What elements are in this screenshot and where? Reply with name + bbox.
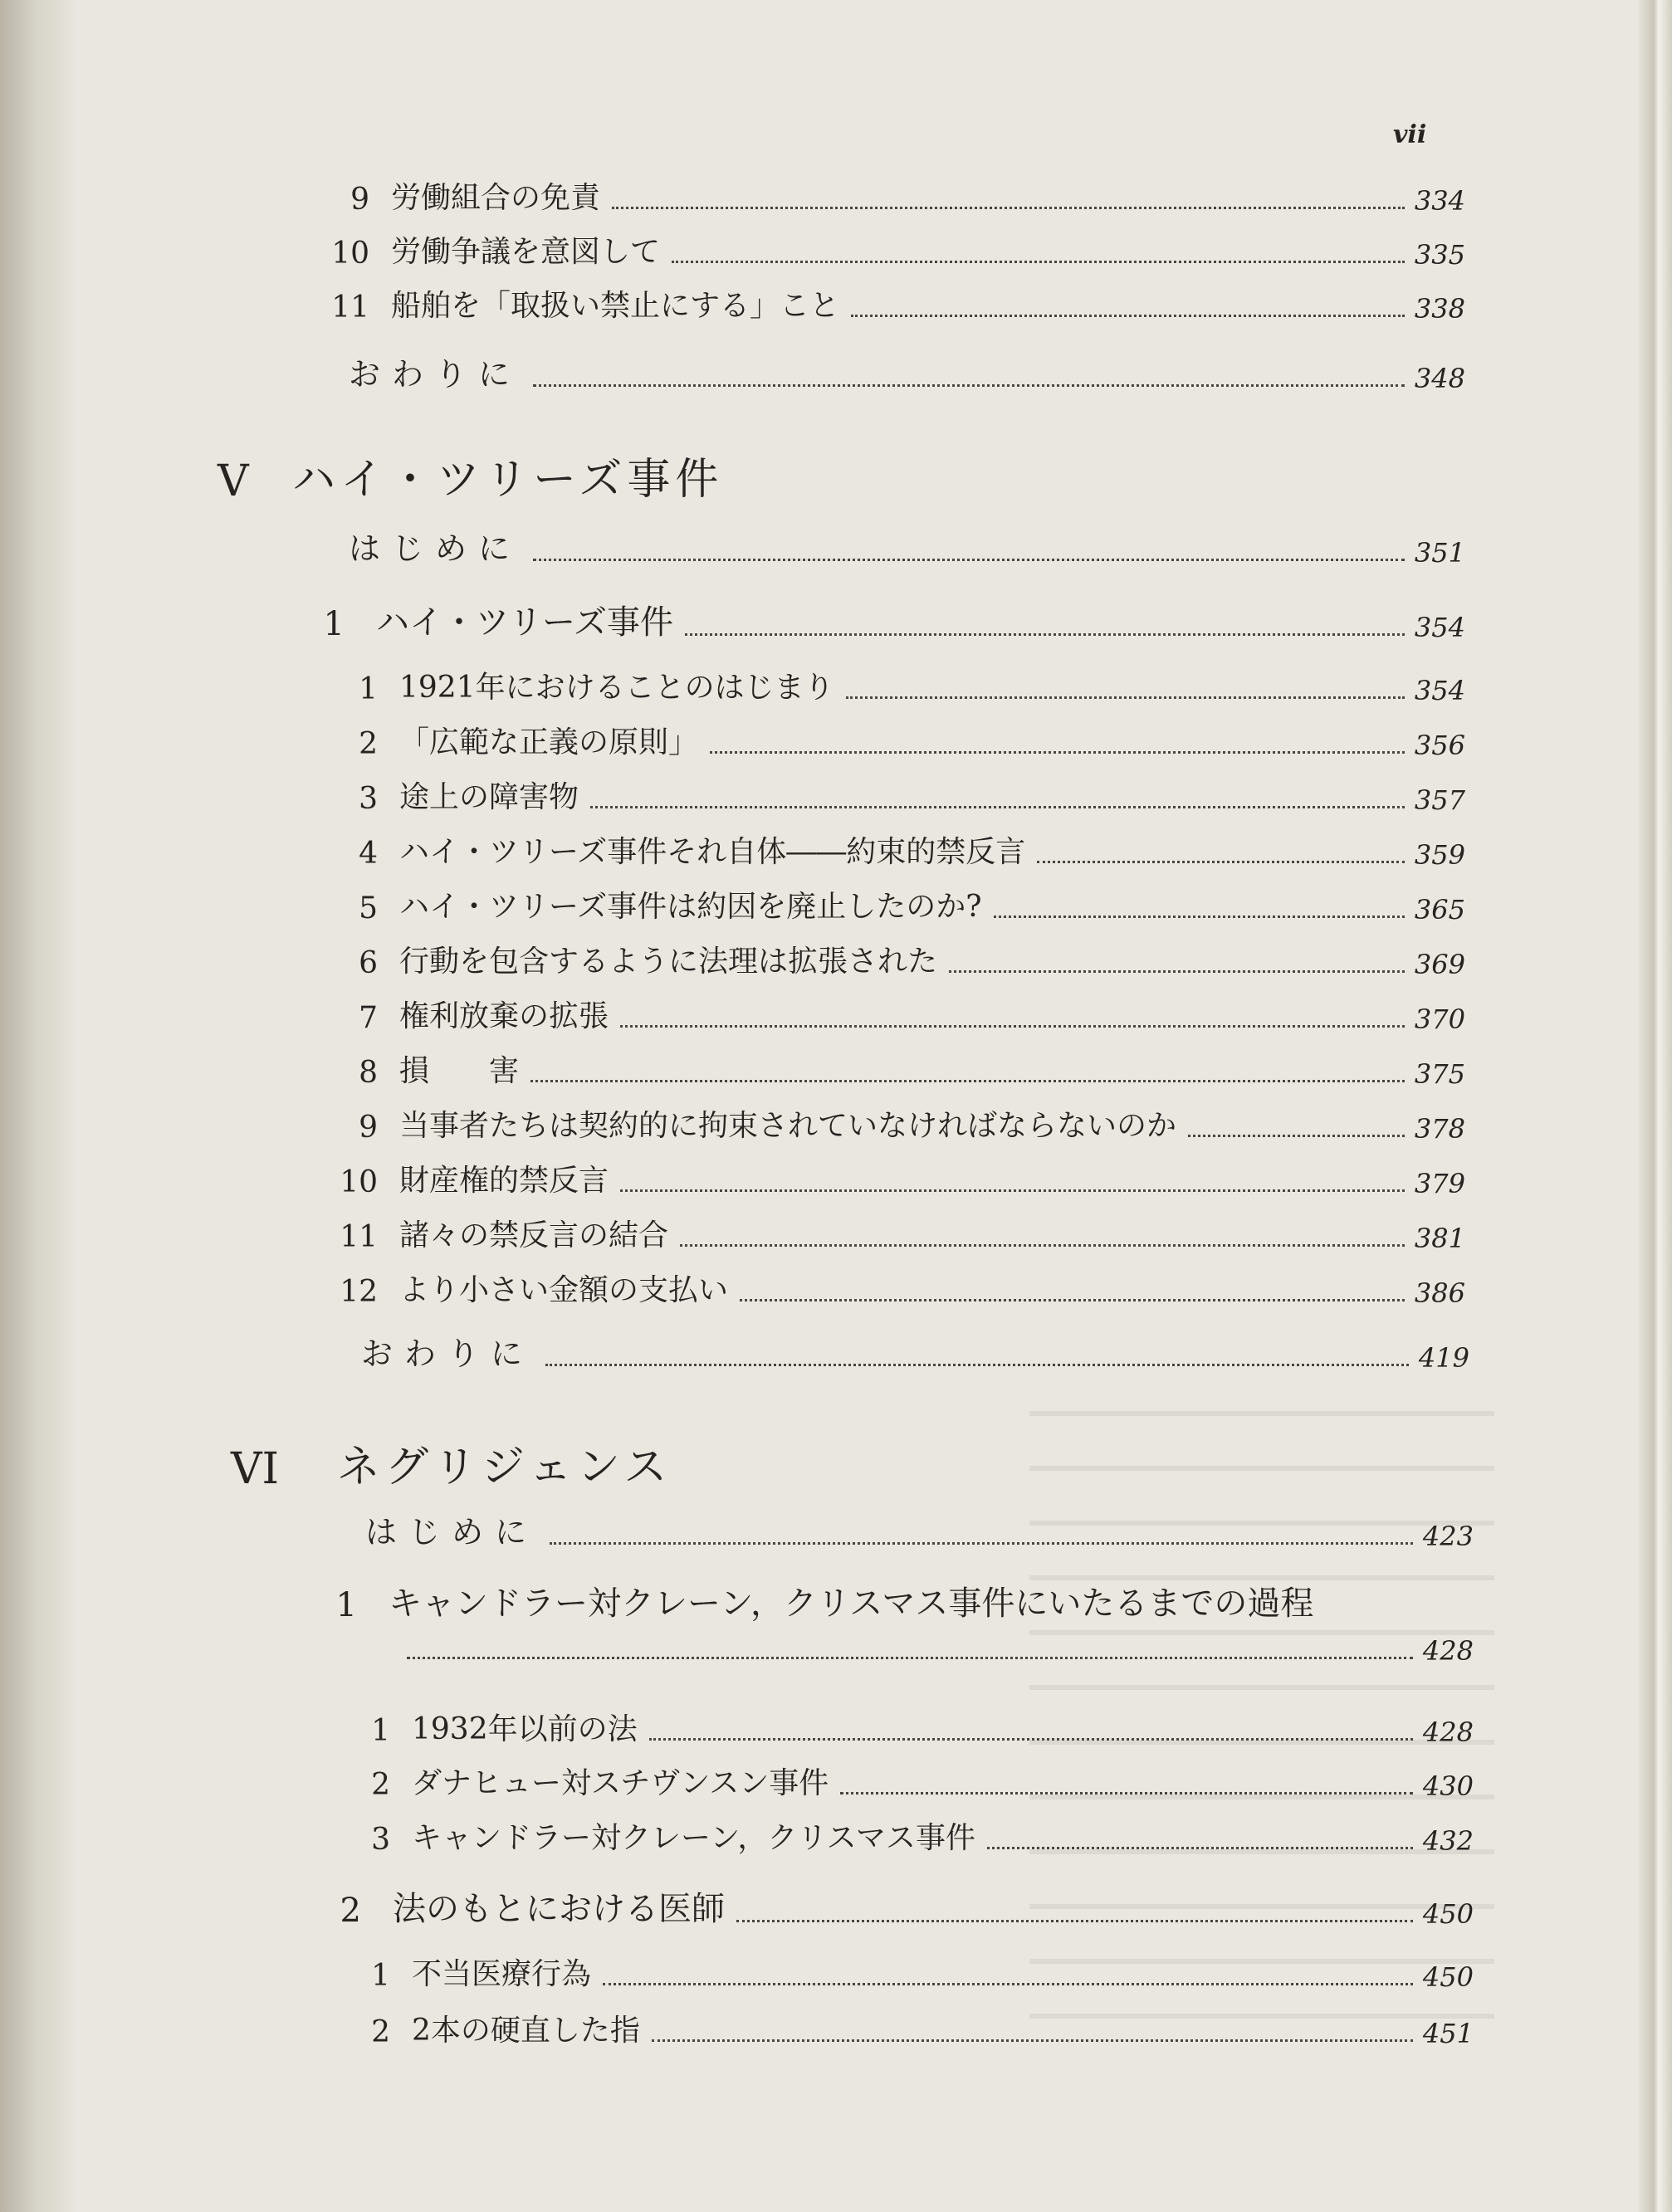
toc-entry[interactable]: [336, 828, 1465, 871]
entry-page: 423: [1422, 1521, 1474, 1552]
entry-title: 「広範な正義の原則」: [399, 725, 699, 759]
dot-leader: [620, 1025, 1405, 1028]
dot-leader: [652, 2039, 1413, 2042]
entry-title: おわりに: [349, 356, 522, 393]
entry-page: 381: [1414, 1223, 1465, 1254]
dot-leader: [672, 261, 1405, 263]
dot-leader: [1037, 861, 1405, 863]
entry-page: 357: [1414, 784, 1465, 816]
entry-number: 9: [350, 183, 369, 217]
entry-number: 3: [359, 782, 378, 816]
entry-title: おわりに: [361, 1336, 535, 1372]
dot-leader: [840, 1792, 1413, 1795]
toc-section[interactable]: [311, 596, 1465, 643]
entry-page: 365: [1414, 894, 1465, 925]
entry-page: 451: [1422, 2018, 1474, 2049]
toc-entry[interactable]: [336, 993, 1465, 1035]
entry-title: 労働争議を意図して: [391, 235, 661, 269]
entry-number: 12: [340, 1275, 378, 1309]
toc-entry[interactable]: [349, 1951, 1474, 1993]
dot-leader: [1188, 1135, 1405, 1137]
dot-leader: [740, 1299, 1405, 1301]
toc-entry[interactable]: [328, 174, 1465, 217]
dot-leader: [620, 1189, 1405, 1192]
entry-title: 諸々の禁反言の結合: [399, 1218, 669, 1252]
toc-entry[interactable]: [336, 883, 1465, 925]
entry-page: 335: [1414, 239, 1465, 271]
chapter-title: ハイ・ツリーズ事件: [292, 455, 724, 505]
section-number: 1: [335, 1586, 357, 1624]
entry-title: ダナヒュー対スチヴンスン事件: [412, 1766, 829, 1800]
toc-entry[interactable]: [336, 664, 1465, 706]
entry-page: 356: [1414, 730, 1465, 761]
entry-number: 10: [331, 237, 369, 271]
dot-leader: [649, 1738, 1413, 1741]
section-title: キャンドラー対クレーン，クリスマス事件にいたるまでの過程: [389, 1585, 1314, 1623]
dot-leader: [851, 315, 1405, 317]
entry-title: キャンドラー対クレーン，クリスマス事件: [412, 1821, 975, 1855]
entry-page: 430: [1422, 1770, 1474, 1802]
entry-page: 428: [1422, 1716, 1474, 1748]
dot-leader: [685, 633, 1405, 636]
entry-title: 1932年以前の法: [412, 1712, 638, 1746]
toc-section[interactable]: [324, 1577, 1474, 1624]
toc-section[interactable]: [328, 1882, 1474, 1930]
entry-title: より小さい金額の支払い: [399, 1273, 729, 1307]
entry-page: 370: [1414, 1003, 1465, 1035]
toc-entry[interactable]: [349, 1814, 1474, 1857]
entry-page: 379: [1414, 1168, 1465, 1199]
entry-title: はじめに: [365, 1514, 539, 1550]
toc-entry-introduction[interactable]: [365, 1506, 1474, 1552]
page-number: vii: [1393, 120, 1427, 149]
entry-page: 375: [1414, 1058, 1465, 1090]
entry-number: 3: [371, 1823, 390, 1857]
chapter-numeral: V: [218, 457, 249, 506]
entry-page: 419: [1418, 1342, 1469, 1374]
dot-leader: [603, 1983, 1413, 1985]
entry-title: ハイ・ツリーズ事件それ自体――約束的禁反言: [399, 835, 1026, 869]
dot-leader: [949, 970, 1405, 973]
section-title: 法のもとにおける医師: [393, 1890, 725, 1928]
toc-entry[interactable]: [328, 282, 1465, 325]
section-number: 2: [340, 1892, 361, 1930]
entry-page: 354: [1414, 612, 1465, 643]
toc-entry[interactable]: [328, 228, 1465, 271]
entry-page: 450: [1422, 1898, 1474, 1930]
toc-entry[interactable]: [349, 1706, 1474, 1748]
toc-entry-introduction[interactable]: [349, 523, 1465, 569]
toc-entry[interactable]: [336, 1047, 1465, 1090]
entry-number: 6: [359, 946, 378, 980]
toc-entry[interactable]: [336, 774, 1465, 816]
toc-entry[interactable]: [349, 2007, 1474, 2049]
section-number: 1: [323, 605, 345, 643]
entry-page: 338: [1414, 293, 1465, 325]
entry-page: 378: [1414, 1113, 1465, 1145]
entry-page: 334: [1414, 185, 1465, 217]
toc-entry-conclusion[interactable]: [349, 349, 1465, 394]
entry-page: 386: [1414, 1277, 1465, 1309]
entry-title: 2本の硬直した指: [412, 2014, 640, 2048]
chapter-numeral: VI: [231, 1444, 280, 1494]
entry-page: 432: [1422, 1825, 1474, 1857]
dot-leader: [533, 384, 1405, 387]
dot-leader: [846, 696, 1405, 699]
chapter-title: ネグリジェンス: [337, 1443, 672, 1492]
dot-leader: [533, 559, 1405, 561]
entry-title: ハイ・ツリーズ事件は約因を廃止したのか?: [399, 890, 982, 924]
entry-number: 8: [359, 1056, 378, 1090]
entry-number: 5: [359, 891, 378, 925]
dot-leader: [530, 1080, 1405, 1082]
entry-number: 11: [340, 1220, 378, 1254]
toc-entry[interactable]: [336, 938, 1465, 980]
dot-leader: [680, 1244, 1405, 1247]
entry-page: 348: [1414, 363, 1465, 394]
entry-page: 369: [1414, 949, 1465, 980]
dot-leader: [987, 1847, 1413, 1849]
entry-number: 2: [359, 727, 378, 761]
chapter-heading[interactable]: [218, 444, 723, 506]
entry-number: 4: [359, 837, 378, 871]
toc-entry[interactable]: [336, 719, 1465, 761]
dot-leader: [710, 751, 1405, 754]
entry-number: 10: [340, 1165, 378, 1199]
page-edge: [1639, 0, 1672, 2212]
entry-title: 不当医療行為: [412, 1957, 592, 1991]
entry-title: 行動を包含するように法理は拡張された: [399, 945, 938, 979]
entry-title: 途上の障害物: [399, 780, 579, 814]
entry-number: 7: [359, 1001, 378, 1035]
entry-title: 労働組合の免責: [391, 181, 601, 215]
dot-leader: [994, 916, 1405, 918]
entry-page: 428: [1422, 1635, 1474, 1667]
entry-title: はじめに: [349, 530, 522, 567]
dot-leader: [590, 806, 1405, 808]
entry-title: 当事者たちは契約的に拘束されていなければならないのか: [399, 1109, 1177, 1143]
toc-section-continuation: [407, 1635, 1474, 1667]
book-gutter-shadow: [0, 0, 79, 2212]
entry-number: 9: [359, 1111, 378, 1145]
entry-title: 権利放棄の拡張: [399, 999, 609, 1033]
chapter-heading[interactable]: [231, 1432, 672, 1494]
entry-page: 359: [1414, 839, 1465, 871]
entry-title: 1921年におけることのはじまり: [399, 671, 834, 705]
entry-number: 1: [371, 1714, 390, 1748]
dot-leader: [550, 1542, 1413, 1545]
entry-title: 財産権的禁反言: [399, 1164, 609, 1198]
entry-number: 2: [371, 1768, 390, 1802]
entry-number: 1: [371, 1959, 390, 1993]
dot-leader: [612, 207, 1405, 209]
entry-number: 2: [371, 2015, 390, 2049]
toc-entry[interactable]: [336, 1267, 1465, 1309]
entry-title: 損 害: [399, 1054, 520, 1088]
dot-leader: [545, 1364, 1409, 1366]
toc-entry-conclusion[interactable]: [361, 1328, 1469, 1374]
dot-leader: [736, 1920, 1413, 1922]
entry-number: 1: [359, 672, 378, 706]
toc-entry[interactable]: [336, 1157, 1465, 1199]
entry-title: 船舶を「取扱い禁止にする」こと: [391, 289, 840, 323]
dot-leader: [407, 1657, 1413, 1659]
toc-entry[interactable]: [336, 1212, 1465, 1254]
toc-entry[interactable]: [336, 1102, 1465, 1145]
entry-page: 450: [1422, 1961, 1474, 1993]
section-title: ハイ・ツリーズ事件: [376, 603, 673, 642]
toc-entry[interactable]: [349, 1760, 1474, 1802]
entry-page: 354: [1414, 675, 1465, 706]
entry-number: 11: [331, 291, 369, 325]
entry-page: 351: [1414, 537, 1465, 569]
